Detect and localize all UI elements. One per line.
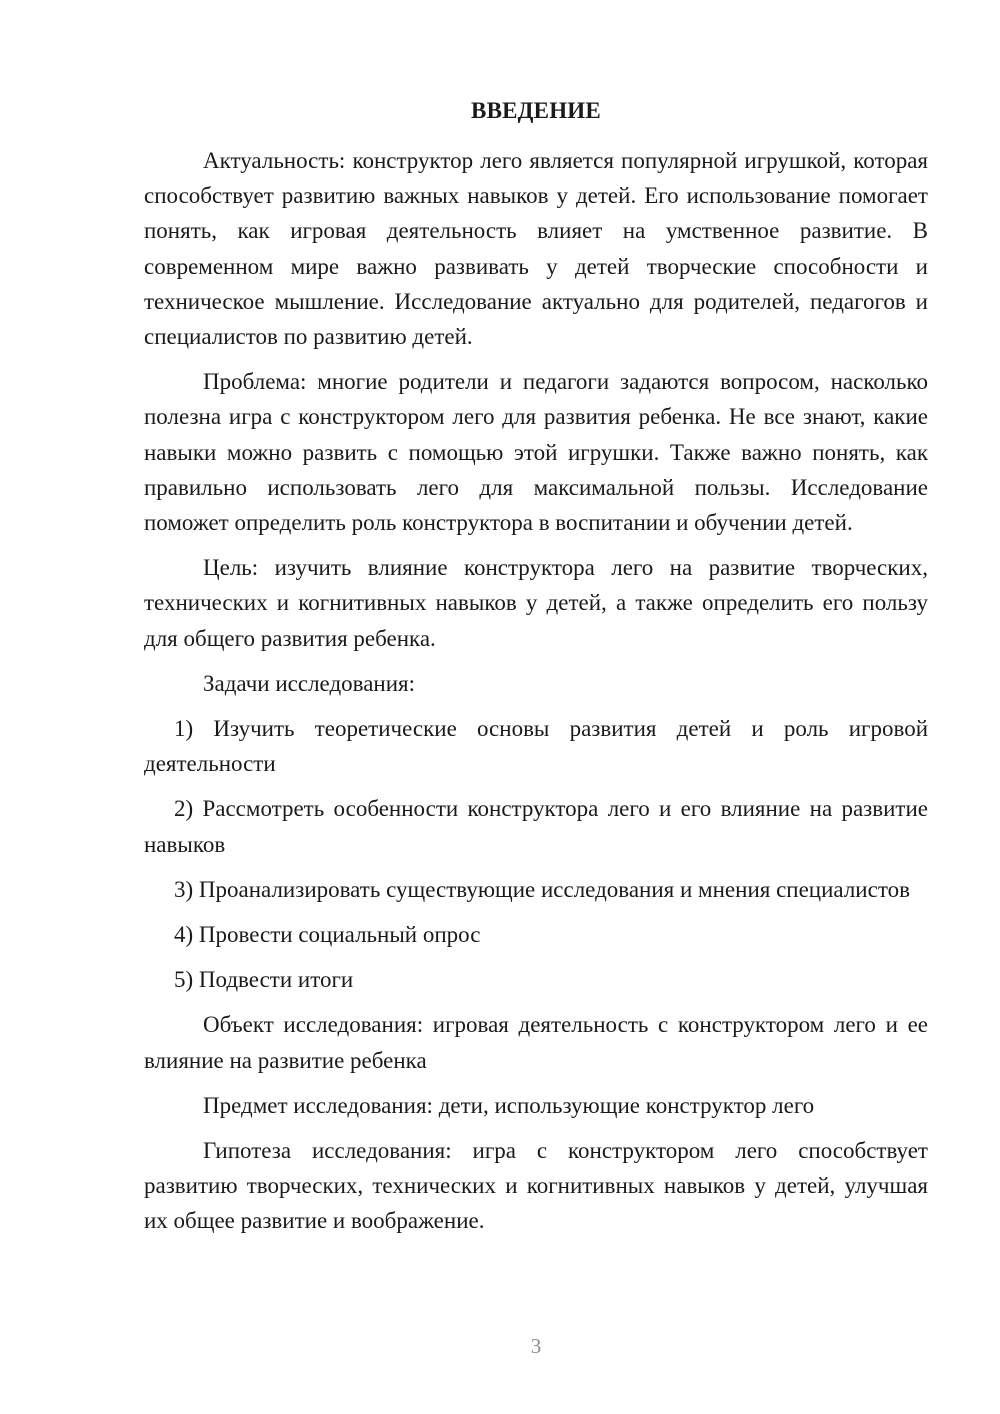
paragraph-hypothesis: Гипотеза исследования: игра с конструктором лего способствует развитию творческих, технических и когнитивных навыков у детей, улучшая их общее развитие и воображение. <box>144 1138 928 1234</box>
page-number: 3 <box>530 1334 542 1358</box>
document-body <box>144 143 928 1249</box>
paragraph-subject: Предмет исследования: дети, использующие конструктор лего <box>203 1092 815 1118</box>
section-title: ВВЕДЕНИЕ <box>471 98 601 123</box>
task-item-2: 2) Рассмотреть особенности конструктора лего и его влияние на развитие навыков <box>144 796 928 857</box>
task-item-3: 3) Проанализировать существующие исследования и мнения специалистов <box>174 876 910 902</box>
paragraph-problem: Проблема: многие родители и педагоги задаются вопросом, насколько полезна игра с конструктором лего для развития ребенка. Не все знают, какие навыки можно развить с помощью этой игрушки. Также важно понять, как правильно использовать лего для максимальной пользы. Исследование поможет определить роль конструктора в воспитании и обучении детей. <box>144 369 928 536</box>
paragraph-goal: Цель: изучить влияние конструктора лего на развитие творческих, технических и когнитивных навыков у детей, а также определить его пользу для общего развития ребенка. <box>144 555 928 651</box>
task-item-4: 4) Провести социальный опрос <box>174 922 481 948</box>
tasks-heading: Задачи исследования: <box>203 670 416 696</box>
task-item-1: 1) Изучить теоретические основы развития детей и роль игровой деятельности <box>144 716 928 777</box>
paragraph-object: Объект исследования: игровая деятельность с конструктором лего и ее влияние на развитие ребенка <box>144 1012 928 1073</box>
task-item-5: 5) Подвести итоги <box>174 967 354 993</box>
paragraph-relevance: Актуальность: конструктор лего является популярной игрушкой, которая способствует развитию важных навыков у детей. Его использование помогает понять, как игровая деятельность влияет на умственное развитие. В современном мире важно развивать у детей творческие способности и техническое мышление. Исследование актуально для родителей, педагогов и специалистов по развитию детей. <box>144 148 928 350</box>
